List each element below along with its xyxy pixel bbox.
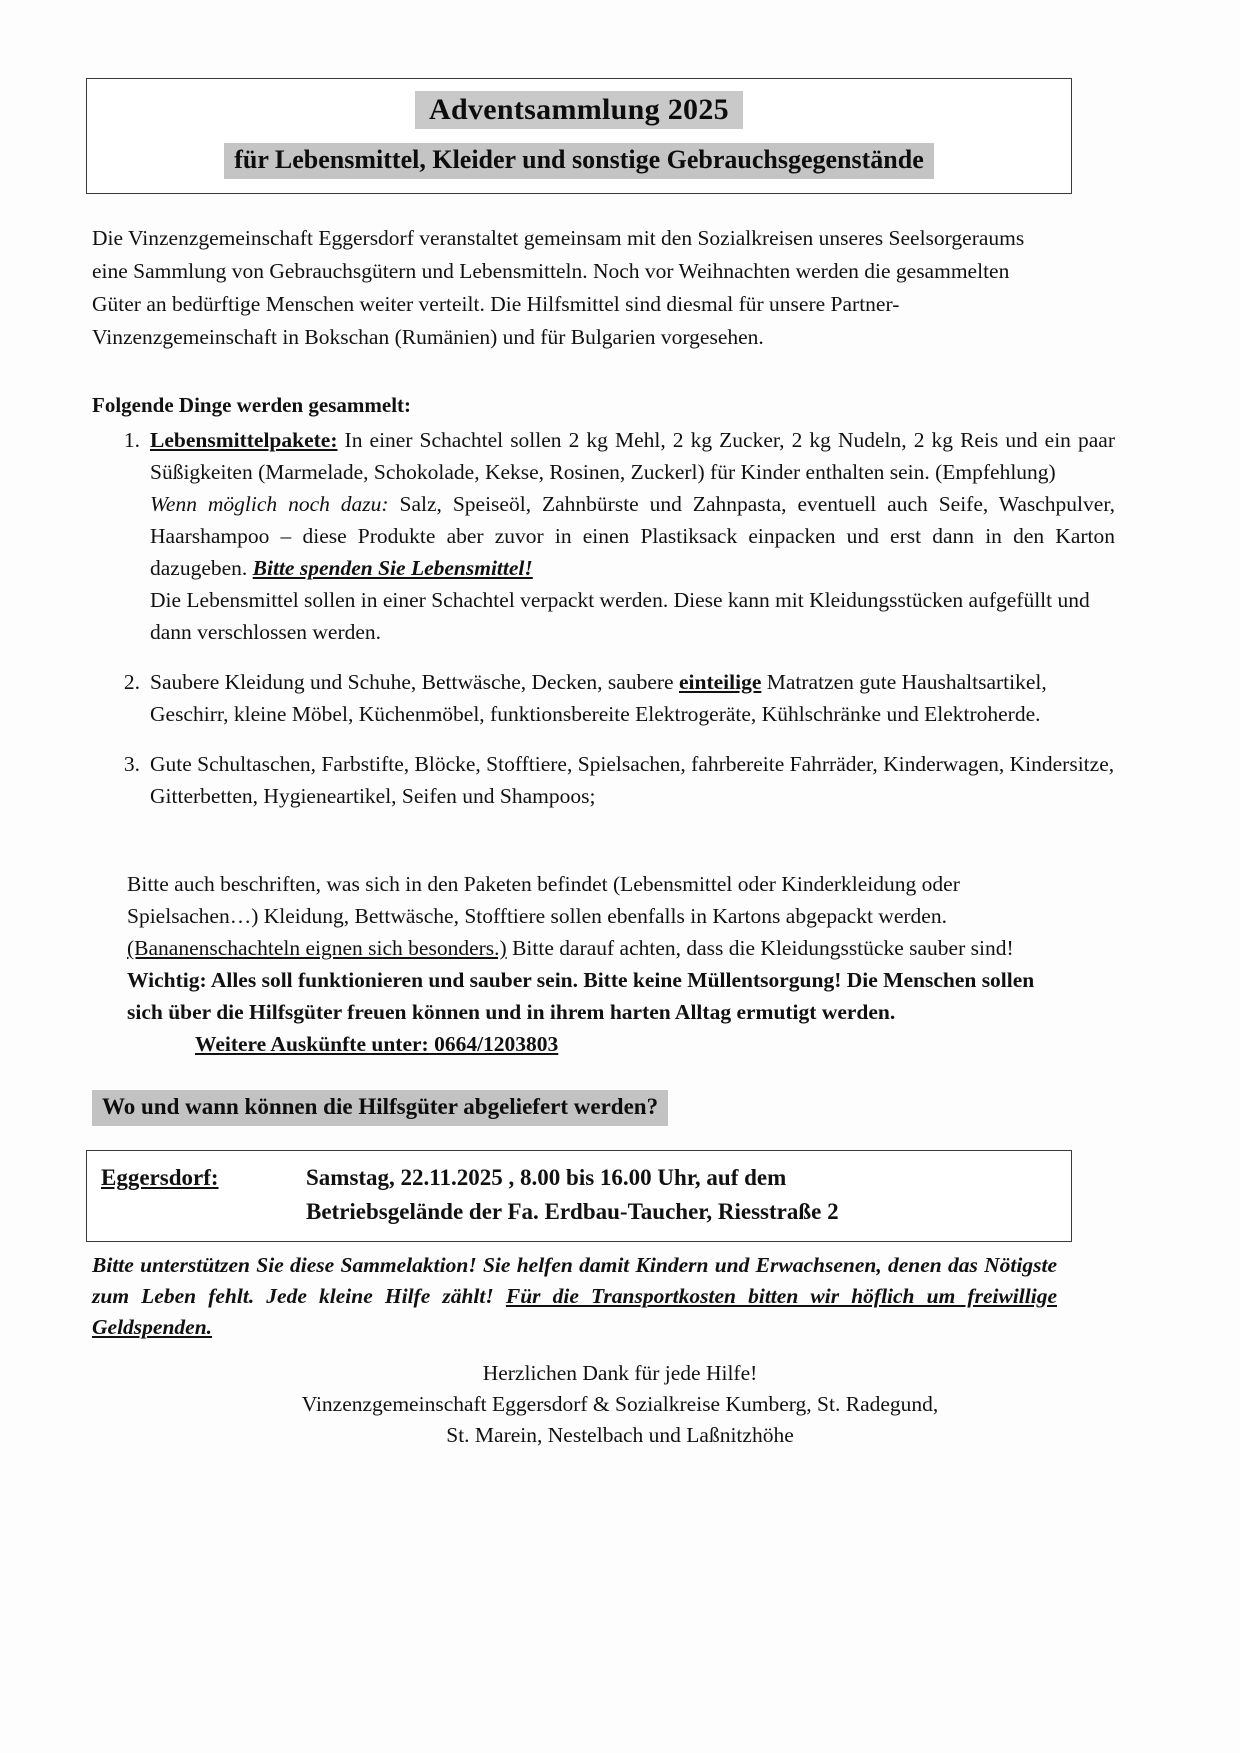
dropoff-box (86, 1150, 1072, 1242)
item1-body-3: Die Lebensmittel sollen in einer Schachtel verpackt werden. Diese kann mit Kleidungsstücken aufgefüllt und dann verschlossen werden. (150, 588, 1090, 644)
item1-lead-label: Lebensmittelpakete: (150, 428, 338, 452)
list-item (123, 666, 1115, 730)
item1-body-2 (150, 488, 1115, 584)
contact-phone: Weitere Auskünfte unter: 0664/1203803 (195, 1032, 559, 1056)
title-secondary-text: für Lebensmittel, Kleider und sonstige Gebrauchsgegenstände (224, 143, 934, 179)
packing-text-part1: Bitte auch beschriften, was sich in den Paketen befindet (Lebensmittel oder Kinderkleidung oder Spielsachen…) Kleidung, Bettwäsche, Stofftiere sollen ebenfalls in Kartons abgepackt werden. (127, 872, 960, 928)
donation-appeal (92, 1250, 1057, 1343)
banana-box-note: (Bananenschachteln eignen sich besonders.) (127, 936, 507, 960)
dropoff-row (101, 1161, 1057, 1229)
item1-emphasis: Bitte spenden Sie Lebensmittel! (252, 556, 533, 580)
list-item-body (150, 424, 1115, 488)
important-notice-text: Wichtig: Alles soll funktionieren und sauber sein. Bitte keine Müllentsorgung! Die Menschen sollen sich über die Hilfsgüter freuen können und in ihrem harten Alltag ermutigt werden. (127, 968, 1035, 1024)
delivery-question-text: Wo und wann können die Hilfsgüter abgeliefert werden? (92, 1090, 668, 1126)
collected-items-heading: Folgende Dinge werden gesammelt: (92, 393, 412, 417)
item2-text-part1: Saubere Kleidung und Schuhe, Bettwäsche, Decken, saubere (150, 670, 679, 694)
list-item-body: Gute Schultaschen, Farbstifte, Blöcke, Stofftiere, Spielsachen, fahrbereite Fahrräder, Kinderwagen, Kindersitze, Gitterbetten, Hygieneartikel, Seifen und Shampoos; (150, 752, 1115, 808)
delivery-question (92, 1090, 668, 1126)
intro-paragraph: Die Vinzenzgemeinschaft Eggersdorf veranstaltet gemeinsam mit den Sozialkreisen unseres Seelsorgeraums eine Sammlung von Gebrauchsgütern und Lebensmitteln. Noch vor Weihnachten werden die gesammelten Güter an bedürftige Menschen weiter verteilt. Die Hilfsmittel sind diesmal für unsere Partner-Vinzenzgemeinschaft in Bokschan (Rumänien) und für Bulgarien vorgesehen. (92, 226, 1025, 349)
packing-instructions (127, 868, 1057, 1060)
packing-text-part2: Bitte darauf achten, dass die Kleidungsstücke sauber sind! (506, 936, 1014, 960)
list-item-number: 1. (123, 428, 140, 452)
title-box (86, 78, 1072, 194)
appeal-text-part1: Bitte unterstützen Sie diese Sammelaktion! Sie helfen damit Kindern und Erwachsenen, denen das Nötigste zum Leben fehlt. Jede kleine Hilfe zählt! (92, 1253, 1057, 1308)
item1-italic-lead: Wenn möglich noch dazu: (150, 492, 389, 516)
dropoff-address-line: Betriebsgelände der Fa. Erdbau-Taucher, Riesstraße 2 (306, 1199, 839, 1224)
list-item-body (150, 666, 1115, 730)
dropoff-location-label: Eggersdorf: (101, 1165, 219, 1190)
list-item-number: 2. (123, 670, 140, 694)
list-item (123, 424, 1115, 648)
title-secondary-line (93, 143, 1065, 179)
dropoff-date-line: Samstag, 22.11.2025 , 8.00 bis 16.00 Uhr, auf dem (306, 1165, 787, 1190)
title-primary-line (93, 91, 1065, 129)
appeal-transport-costs: Für die Transportkosten bitten wir höflich um freiwillige Geldspenden. (92, 1284, 1057, 1339)
item1-text-part1: In einer Schachtel sollen 2 kg Mehl, 2 kg Zucker, 2 kg Nudeln, 2 kg Reis und ein paar Süßigkeiten (Marmelade, Schokolade, Kekse, Rosinen, Zuckerl) für Kinder enthalten sein. (Empfehlung) (150, 428, 1115, 484)
important-notice (127, 964, 1057, 1060)
item2-text-part2: Matratzen gute Haushaltsartikel, Geschirr, kleine Möbel, Küchenmöbel, funktionsbereite Elektrogeräte, Kühlschränke und Elektroherde. (150, 670, 1047, 726)
dropoff-details (306, 1161, 839, 1229)
collected-items-list (92, 424, 1115, 830)
list-item (123, 748, 1115, 812)
closing-block (0, 1358, 1240, 1451)
list-item-number: 3. (123, 752, 140, 776)
closing-thanks: Herzlichen Dank für jede Hilfe! (482, 1361, 758, 1385)
closing-org-line1: Vinzenzgemeinschaft Eggersdorf & Sozialkreise Kumberg, St. Radegund, (301, 1392, 939, 1416)
title-primary-text: Adventsammlung 2025 (415, 91, 743, 129)
item1-text-part2: Salz, Speiseöl, Zahnbürste und Zahnpasta, eventuell auch Seife, Waschpulver, Haarshampoo – diese Produkte aber zuvor in einen Plastiksack einpacken und erst dann in den Karton dazugeben. (150, 492, 1115, 580)
packing-text-block (127, 868, 1057, 964)
item2-bold-word: einteilige (678, 670, 762, 694)
closing-org-line2: St. Marein, Nestelbach und Laßnitzhöhe (446, 1423, 794, 1447)
